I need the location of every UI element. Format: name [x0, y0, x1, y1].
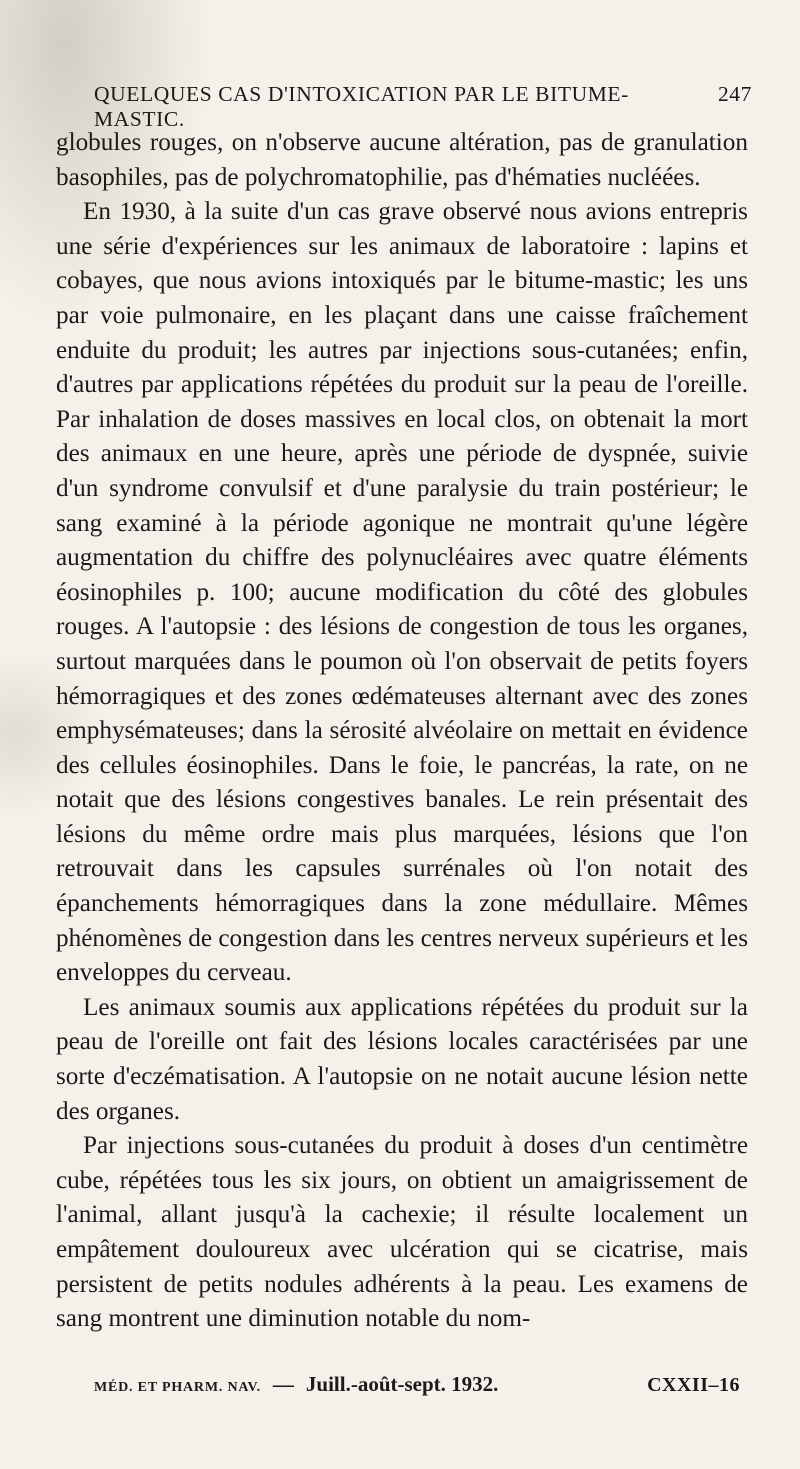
body-text [56, 126, 748, 1337]
paragraph-4: Par injections sous-cutanées du produit à doses d'un centimètre cube, répétées tous les six jours, on obtient un amaigrissement de l'animal, allant jusqu'à la cachexie; il résulte localement un empâtement douloureux avec ulcération qui se cicatrise, mais persistent de petits nodules adhérents à la peau. Les examens de sang montrent une diminution notable du nom- [56, 1132, 748, 1333]
issue-date: Juill.-août-sept. 1932. [305, 1372, 499, 1396]
footer-left [94, 1372, 498, 1397]
signature-mark: CXXII–16 [647, 1374, 740, 1396]
running-head [94, 82, 752, 131]
journal-name: MÉD. ET PHARM. NAV. [94, 1380, 261, 1395]
page-footer [94, 1372, 740, 1404]
paragraph-1: globules rouges, on n'observe aucune altération, pas de granulation basophiles, pas de polychromatophilie, pas d'hématies nucléées. [56, 129, 748, 191]
paragraph-2: En 1930, à la suite d'un cas grave observé nous avions entrepris une série d'expériences sur les animaux de laboratoire : lapins et cobayes, que nous avions intoxiqués par le bitume-mastic; les uns par voie pulmonaire, en les plaçant dans une caisse fraîchement enduite du produit; les autres par injections sous-cutanées; enfin, d'autres par applications répétées du produit sur la peau de l'oreille. Par inhalation de doses massives en local clos, on obtenait la mort des animaux en une heure, après une période de dyspnée, suivie d'un syndrome convulsif et d'une paralysie du train postérieur; le sang examiné à la période agonique ne montrait qu'une légère augmentation du chiffre des polynucléaires avec quatre éléments éosinophiles p. 100; aucune modification du côté des globules rouges. A l'autopsie : des lésions de congestion de tous les organes, surtout marquées dans le poumon où l'on observait de petits foyers hémorragiques et des zones œdémateuses alternant avec des zones emphysémateuses; dans la sérosité alvéolaire on mettait en évidence des cellules éosinophiles. Dans le foie, le pancréas, la rate, on ne notait que des lésions congestives banales. Le rein présentait des lésions du même ordre mais plus marquées, lésions que l'on retrouvait dans les capsules surrénales où l'on notait des épanchements hémorragiques dans la zone médullaire. Mêmes phénomènes de congestion dans les centres nerveux supérieurs et les enveloppes du cerveau. [56, 198, 748, 987]
paragraph-3: Les animaux soumis aux applications répétées du produit sur la peau de l'oreille ont fait des lésions locales caractérisées par une sorte d'eczématisation. A l'autopsie on ne notait aucune lésion nette des organes. [56, 993, 748, 1125]
page-number: 247 [717, 82, 752, 106]
running-title: QUELQUES CAS D'INTOXICATION PAR LE BITUME-MASTIC. [94, 82, 629, 131]
footer-separator: — [272, 1372, 294, 1396]
